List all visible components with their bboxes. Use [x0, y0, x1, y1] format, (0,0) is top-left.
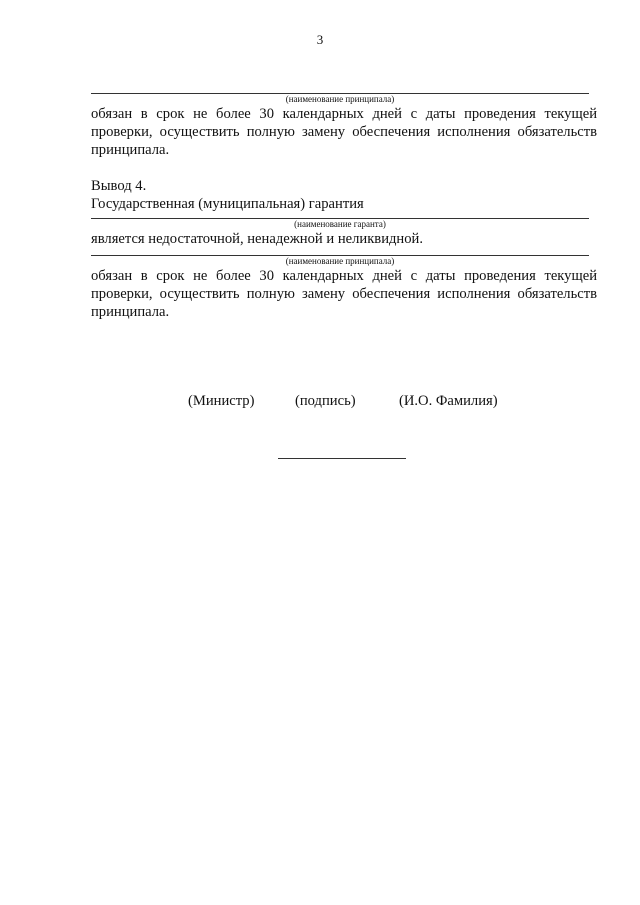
guarantor-caption: (наименование гаранта)	[294, 219, 386, 229]
status-line: является недостаточной, ненадежной и неликвидной.	[91, 231, 423, 247]
principal-name-blank	[91, 84, 589, 94]
signature-label: (подпись)	[295, 393, 356, 409]
principal-caption: (наименование принципала)	[285, 94, 395, 104]
full-name-label: (И.О. Фамилия)	[399, 393, 498, 409]
principal-caption-2: (наименование принципала)	[285, 256, 395, 266]
principal-name-blank-2	[91, 248, 589, 256]
page-number: 3	[316, 32, 324, 47]
minister-label: (Министр)	[188, 393, 255, 409]
obligation-paragraph-2: обязан в срок не более 30 календарных дней с даты проведения текущей проверки, осуществить полную замену обеспечения исполнения обязательств принципала.	[91, 268, 597, 320]
guarantee-line: Государственная (муниципальная) гарантия	[91, 196, 364, 212]
spacer	[91, 159, 597, 177]
obligation-paragraph: обязан в срок не более 30 календарных дней с даты проведения текущей проверки, осуществить полную замену обеспечения исполнения обязательств принципала.	[91, 106, 597, 158]
conclusion-heading: Вывод 4.	[91, 178, 147, 194]
document-body	[91, 84, 597, 321]
end-divider	[278, 458, 406, 459]
